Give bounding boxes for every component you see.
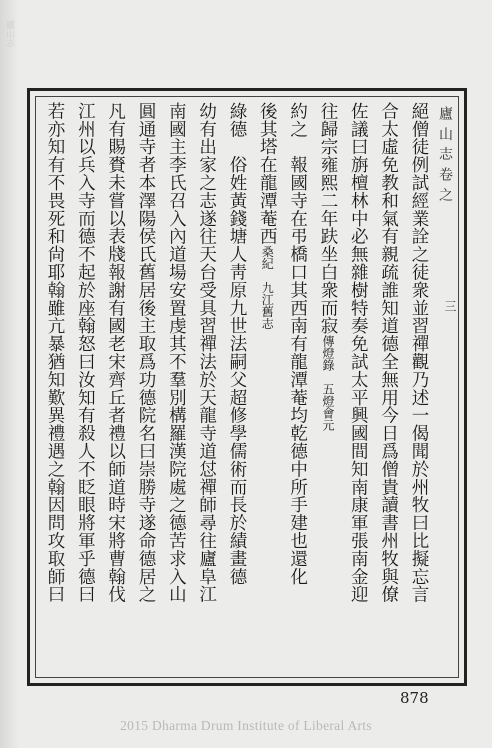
vertical-text-block [42,102,432,676]
page-number: 878 [400,689,429,707]
text-column: 凡有賜賚未嘗以表牋報謝有國老宋齊丘者禮以師道時宋將曹翰伐 [105,102,126,604]
text-column: 綠德 俗姓黃錢塘人靑原九世法嗣父超修學儒術而長於績畫德 [226,102,247,586]
running-title: 廬 山 志 卷 之 [437,106,453,203]
text-column: 絕僧徒例試經業詮之徒衆並習禪觀乃述一偈聞於州牧曰比擬忘言 [408,102,429,604]
text-column: 江州以兵入寺而德不起於座翰怒曰汝知有殺人不眨眼將軍乎德曰 [75,102,96,604]
running-title-mark: 三 [443,300,457,312]
watermark: 2015 Dharma Drum Institute of Liberal Arts [120,718,372,733]
text-column: 往歸宗雍熙二年趺坐白衆而寂傳燈錄 五燈會元 [317,102,338,431]
text-column: 南國主李氏召入內道場安置虔其不羣別構羅漢院處之德苦求入山 [166,102,187,604]
citation-note: 桑紀 九江舊志 [260,245,275,330]
text-column: 佐議曰旃檀林中必無雜樹特奏免試太平興國間知南康軍張南金迎 [348,102,369,604]
text-column: 幼有出家之志遂往天台受具習禪法於天龍寺道怤禪師尋往廬阜江 [196,102,217,604]
page-gutter [0,0,18,748]
text-column: 合太虛免教和氣有親疏誰知道德全無用今日爲僧貴讀書州牧與僚 [378,102,399,604]
text-column: 約之 報國寺在弔橋口其西南有龍潭菴均乾德中所手建也還化 [287,102,308,586]
citation-note: 傳燈錄 五燈會元 [320,334,335,431]
side-ghost-text: 廬山志 [4,20,14,47]
text-column: 後其塔在龍潭菴西桑紀 九江舊志 [257,102,278,330]
text-column: 若亦知有不畏死和尙耶翰雖亢暴猶知歎異禮遇之翰因問攻取師曰 [45,102,65,604]
text-column: 圓通寺者本澤陽侯氏舊居後主取爲功德院名曰崇勝寺遂命德居之 [135,102,156,604]
